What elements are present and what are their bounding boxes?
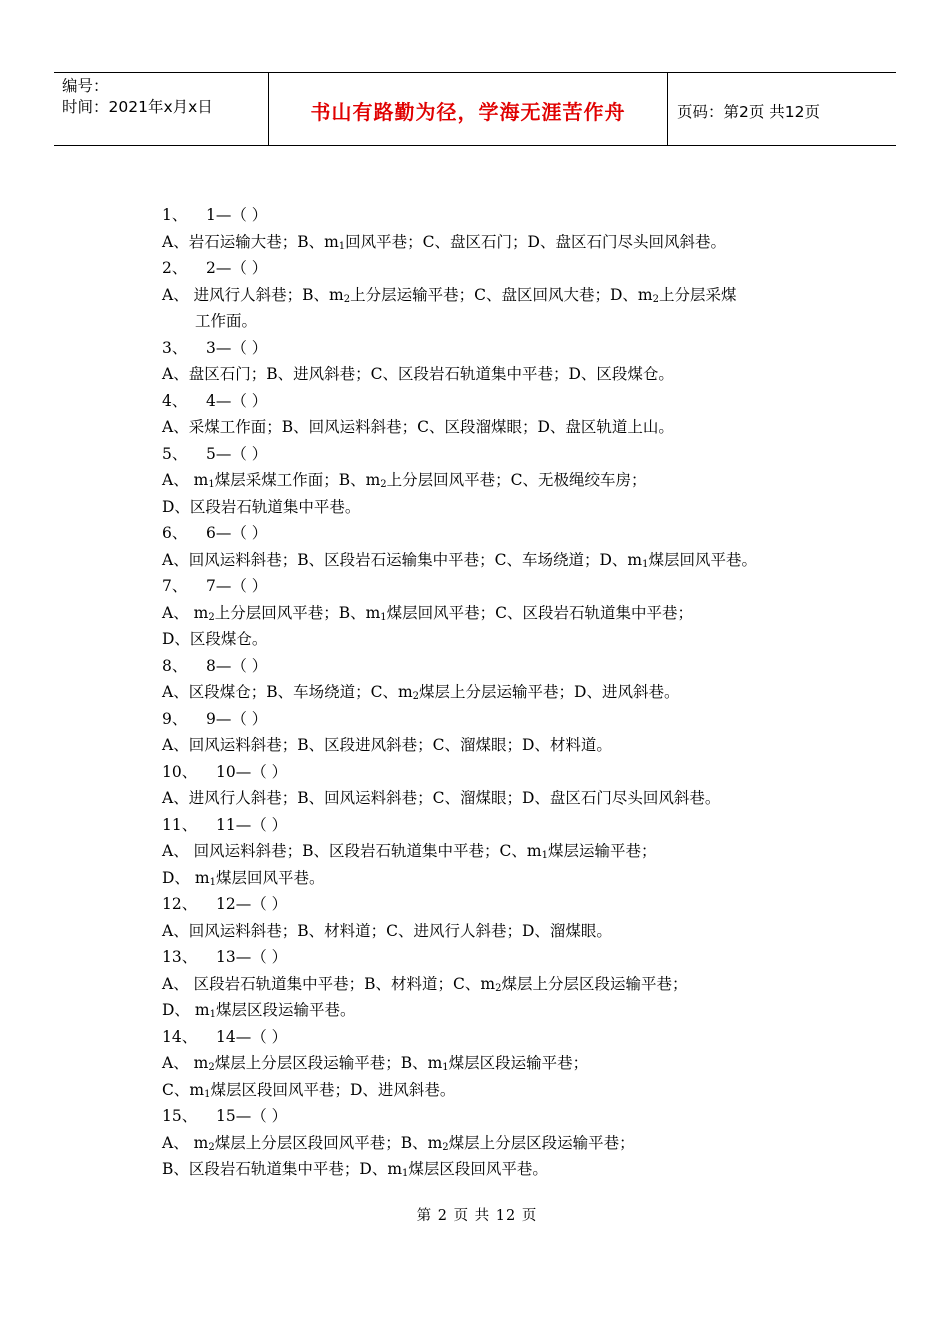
question-number: 8、 xyxy=(162,656,188,675)
subscript: 2 xyxy=(412,691,420,702)
question-label: 2—（ ） xyxy=(206,259,268,277)
subscript: 1 xyxy=(442,1062,449,1073)
question-label: 8—（ ） xyxy=(206,656,268,675)
question-heading xyxy=(162,759,862,786)
question-heading xyxy=(162,653,862,680)
question-options: A、回风运料斜巷；B、区段进风斜巷；C、溜煤眼；D、材料道。 xyxy=(162,736,612,754)
question-label: 13—（ ） xyxy=(216,948,288,966)
question-label: 14—（ ） xyxy=(216,1027,288,1046)
question-heading xyxy=(162,388,862,415)
question-options: C、$m_1$煤层区段回风平巷；D、进风斜巷。 xyxy=(162,1080,456,1100)
question-options: A、岩石运输大巷；B、$m_1$回风平巷；C、盘区石门；D、盘区石门尽头回风斜巷。 xyxy=(162,232,726,252)
subscript: 1 xyxy=(380,611,387,623)
header-bottom-rule xyxy=(54,145,896,146)
subscript: 2 xyxy=(442,1141,449,1153)
question-options: A、盘区石门；B、进风斜巷；C、区段岩石轨道集中平巷；D、区段煤仓。 xyxy=(162,365,674,383)
question-number: 10、 xyxy=(162,762,198,781)
question-heading xyxy=(162,706,862,733)
question-options: B、区段岩石轨道集中平巷；D、$m_1$煤层区段回风平巷。 xyxy=(162,1160,548,1179)
question-options: D、区段岩石轨道集中平巷。 xyxy=(162,497,361,516)
question-options: A、 $m_2$煤层上分层区段运输平巷；B、$m_1$煤层区段运输平巷； xyxy=(162,1054,589,1073)
question-number: 7、 xyxy=(162,577,188,595)
subscript: 2 xyxy=(208,1062,215,1073)
question-options: A、 $m_2$煤层上分层区段回风平巷；B、$m_2$煤层上分层区段运输平巷； xyxy=(162,1133,635,1153)
question-heading xyxy=(162,520,862,547)
question-heading xyxy=(162,1024,862,1051)
question-label: 4—（ ） xyxy=(206,391,268,410)
question-label: 9—（ ） xyxy=(206,709,268,728)
question-label: 1—（ ） xyxy=(206,206,268,224)
question-options: A、回风运料斜巷；B、材料道；C、进风行人斜巷；D、溜煤眼。 xyxy=(162,921,612,940)
header-page-info: 页码：第2页 共12页 xyxy=(677,103,821,121)
question-label: 15—（ ） xyxy=(216,1107,288,1125)
question-list xyxy=(162,202,862,1183)
subscript: 2 xyxy=(380,479,387,490)
subscript: 1 xyxy=(204,1088,211,1100)
question-label: 5—（ ） xyxy=(206,444,268,463)
question-number: 15、 xyxy=(162,1107,198,1125)
subscript: 1 xyxy=(402,1168,409,1179)
subscript: 2 xyxy=(343,293,351,305)
question-label: 11—（ ） xyxy=(216,815,288,834)
subscript: 1 xyxy=(208,479,215,490)
question-number: 1、 xyxy=(162,206,188,224)
question-number: 6、 xyxy=(162,524,188,542)
question-options: A、采煤工作面；B、回风运料斜巷；C、区段溜煤眼；D、盘区轨道上山。 xyxy=(162,418,674,436)
subscript: 1 xyxy=(209,876,216,888)
header-motto: 书山有路勤为径，学海无涯苦作舟 xyxy=(310,100,626,124)
question-options: D、 $m_1$煤层回风平巷。 xyxy=(162,868,325,888)
subscript: 1 xyxy=(209,1009,216,1020)
question-options: A、回风运料斜巷；B、区段岩石运输集中平巷；C、车场绕道；D、$m_1$煤层回风平巷。 xyxy=(162,550,757,570)
document-number-label: 编号： xyxy=(62,77,109,95)
question-options: A、 $m_2$上分层回风平巷；B、$m_1$煤层回风平巷；C、区段岩石轨道集中平巷； xyxy=(162,603,694,623)
question-number: 4、 xyxy=(162,391,188,410)
question-options: A、区段煤仓；B、车场绕道；C、$m_2$煤层上分层运输平巷；D、进风斜巷。 xyxy=(162,683,680,702)
question-heading xyxy=(162,573,862,600)
question-number: 14、 xyxy=(162,1027,198,1046)
question-number: 12、 xyxy=(162,895,198,913)
header-top-rule xyxy=(54,72,896,73)
question-heading xyxy=(162,812,862,839)
question-number: 13、 xyxy=(162,948,198,966)
question-options: D、 $m_1$煤层区段运输平巷。 xyxy=(162,1001,356,1020)
question-heading xyxy=(162,891,862,918)
subscript: 2 xyxy=(208,611,215,623)
question-number: 5、 xyxy=(162,444,188,463)
subscript: 1 xyxy=(338,240,346,252)
header-divider-left xyxy=(268,72,269,145)
question-heading xyxy=(162,441,862,468)
subscript: 2 xyxy=(495,982,502,994)
question-label: 7—（ ） xyxy=(206,577,268,595)
subscript: 2 xyxy=(208,1141,215,1153)
question-options: A、 进风行人斜巷；B、$m_2$上分层运输平巷；C、盘区回风大巷；D、$m_2$上分层采煤 xyxy=(162,285,737,305)
subscript: 1 xyxy=(642,558,649,570)
question-heading xyxy=(162,335,862,362)
question-number: 3、 xyxy=(162,338,188,357)
subscript: 2 xyxy=(652,293,659,305)
question-number: 2、 xyxy=(162,259,188,277)
page-footer: 第 2 页 共 12 页 xyxy=(416,1208,538,1224)
question-options: D、区段煤仓。 xyxy=(162,630,268,648)
question-heading xyxy=(162,255,862,282)
question-options: 工作面。 xyxy=(195,312,258,330)
document-time: 时间：2021年x月x日 xyxy=(62,98,213,116)
header-meta xyxy=(62,76,213,118)
question-heading xyxy=(162,944,862,971)
question-label: 12—（ ） xyxy=(216,895,288,913)
question-number: 11、 xyxy=(162,815,198,834)
question-options: A、 $m_1$煤层采煤工作面；B、$m_2$上分层回风平巷；C、无极绳绞车房； xyxy=(162,471,647,490)
question-options: A、 回风运料斜巷；B、区段岩石轨道集中平巷；C、$m_1$煤层运输平巷； xyxy=(162,842,657,861)
question-number: 9、 xyxy=(162,709,188,728)
question-heading xyxy=(162,202,862,229)
header-divider-right xyxy=(667,72,668,145)
question-label: 6—（ ） xyxy=(206,524,268,542)
question-label: 3—（ ） xyxy=(206,338,268,357)
question-label: 10—（ ） xyxy=(216,762,288,781)
subscript: 1 xyxy=(541,850,548,861)
question-heading xyxy=(162,1103,862,1130)
question-options: A、进风行人斜巷；B、回风运料斜巷；C、溜煤眼；D、盘区石门尽头回风斜巷。 xyxy=(162,789,721,807)
question-options: A、 区段岩石轨道集中平巷；B、材料道；C、$m_2$煤层上分层区段运输平巷； xyxy=(162,974,688,994)
